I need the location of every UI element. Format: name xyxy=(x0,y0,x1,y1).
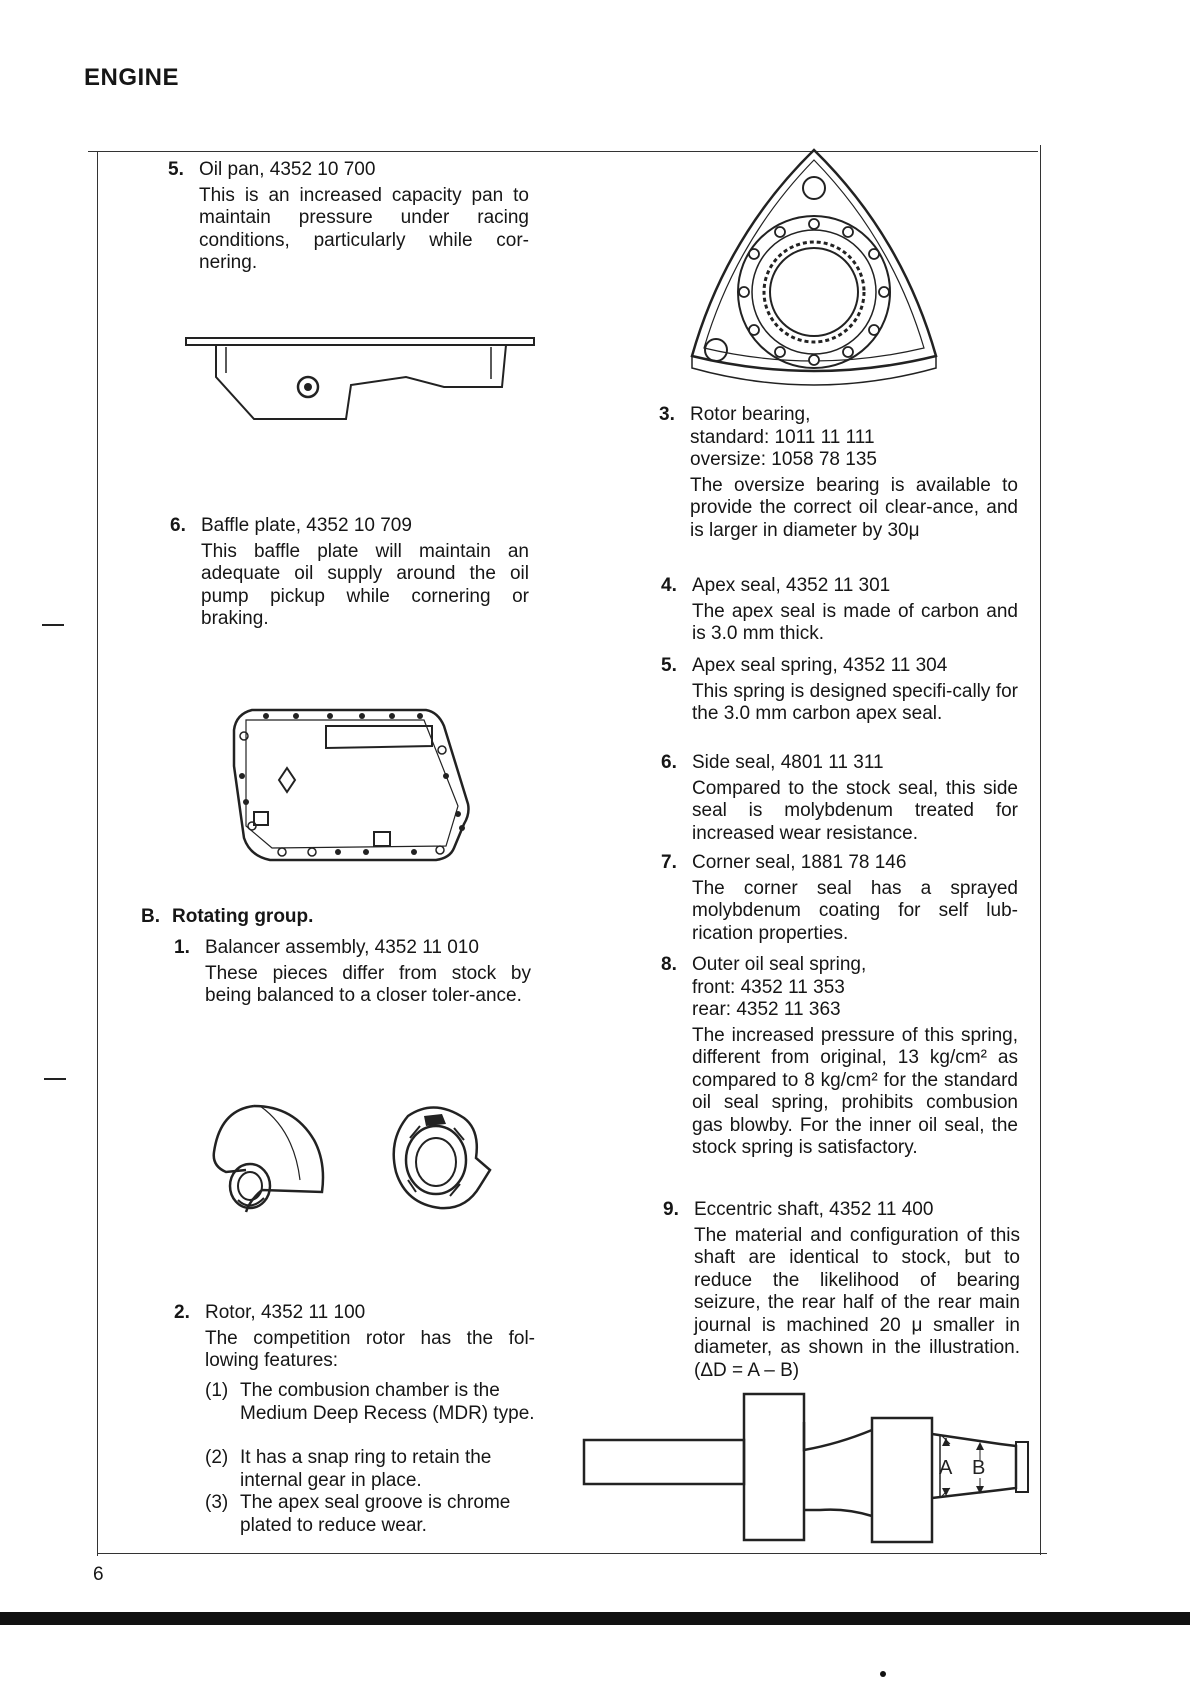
item-title: Side seal, 4801 11 311 xyxy=(692,752,884,773)
shaft-label-a: A xyxy=(939,1457,953,1479)
corner-seal-item xyxy=(661,852,1018,945)
item-title-line: Rotor bearing, xyxy=(690,404,811,425)
feature-text: The combusion chamber is the Medium Deep Recess (MDR) type. xyxy=(240,1380,535,1424)
baffle-plate-illustration xyxy=(232,706,472,866)
rotor-bearing-item xyxy=(659,404,1018,542)
section-letter: B. xyxy=(141,906,160,927)
item-title: Baffle plate, 4352 10 709 xyxy=(201,515,412,536)
baffle-plate-item xyxy=(170,515,529,631)
item-description: This spring is designed specifi-cally for the 3.0 mm carbon apex seal. xyxy=(692,680,1018,724)
item-description: These pieces differ from stock by being balanced to a closer toler-ance. xyxy=(205,962,531,1006)
item-title: Rotor, 4352 11 100 xyxy=(205,1302,366,1323)
balancer-assembly-item xyxy=(174,937,531,1008)
item-description: This baffle plate will maintain an adequate oil supply around the oil pump pickup while cornering or braking. xyxy=(201,540,529,629)
item-title: Oil pan, 4352 10 700 xyxy=(199,159,376,180)
item-number: 5. xyxy=(661,655,677,676)
rotor-illustration xyxy=(680,146,948,396)
eccentric-shaft-item xyxy=(663,1199,1020,1382)
item-description: The increased pressure of this spring, different from original, 13 kg/cm² as compared to 8 kg/cm² for the standard oil seal spring, prohibits combusion gas blowby. For the inner oil seal, the stock spring is satisfactory. xyxy=(692,1024,1018,1158)
margin-mark xyxy=(44,1078,66,1080)
feature-text: It has a snap ring to retain the internal gear in place. xyxy=(240,1447,492,1491)
item-number: 6. xyxy=(661,752,677,773)
feature-number: (2) xyxy=(205,1447,229,1468)
item-number: 4. xyxy=(661,575,677,596)
item-title: Apex seal, 4352 11 301 xyxy=(692,575,891,596)
apex-seal-item xyxy=(661,575,1018,646)
section-b-heading xyxy=(141,906,313,928)
frame-right-rule xyxy=(1040,145,1041,1555)
feature-text: The apex seal groove is chrome plated to reduce wear. xyxy=(240,1492,511,1536)
item-description: The material and configuration of this shaft are identical to stock, but to reduce the likelihood of bearing seizure, the rear half of the rear main journal is machined 20 μ smaller in diameter, as shown in the illustration. (ΔD = A – B) xyxy=(694,1224,1020,1381)
margin-mark xyxy=(42,624,64,626)
item-description: The corner seal has a sprayed molybdenum coating for self lub-rication properties. xyxy=(692,877,1018,944)
item-description: The apex seal is made of carbon and is 3.0 mm thick. xyxy=(692,600,1018,644)
bottom-scan-bar xyxy=(0,1612,1190,1625)
item-title-line: rear: 4352 11 363 xyxy=(692,999,841,1020)
scan-dot xyxy=(880,1671,886,1677)
item-number: 8. xyxy=(661,954,677,975)
frame-bottom-rule xyxy=(97,1553,1047,1554)
item-title: Apex seal spring, 4352 11 304 xyxy=(692,655,948,676)
shaft-label-b: B xyxy=(972,1457,986,1479)
rotor-feature-1 xyxy=(205,1380,535,1425)
side-seal-item xyxy=(661,752,1018,845)
item-title: Corner seal, 1881 78 146 xyxy=(692,852,907,873)
page-heading: ENGINE xyxy=(84,64,180,91)
page-number: 6 xyxy=(93,1564,104,1585)
item-number: 3. xyxy=(659,404,675,425)
item-title-line: standard: 1011 11 111 xyxy=(690,426,875,448)
apex-seal-spring-item xyxy=(661,655,1018,726)
eccentric-shaft-illustration xyxy=(580,1390,1050,1550)
outer-oil-seal-spring-item xyxy=(661,954,1018,1160)
item-number: 2. xyxy=(174,1302,190,1323)
item-description: The competition rotor has the fol-lowing features: xyxy=(205,1327,535,1371)
balancer-ring-illustration xyxy=(384,1096,494,1216)
item-number: 6. xyxy=(170,515,186,536)
item-number: 1. xyxy=(174,937,190,958)
item-description: Compared to the stock seal, this side seal is molybdenum treated for increased wear resistance. xyxy=(692,777,1018,844)
item-description: This is an increased capacity pan to maintain pressure under racing conditions, particularly while cor-nering. xyxy=(199,184,529,273)
frame-left-rule xyxy=(97,151,98,1556)
feature-number: (1) xyxy=(205,1380,229,1401)
feature-number: (3) xyxy=(205,1492,229,1513)
section-title: Rotating group. xyxy=(172,906,314,927)
rotor-item xyxy=(174,1302,535,1373)
item-title: Eccentric shaft, 4352 11 400 xyxy=(694,1199,934,1220)
item-number: 5. xyxy=(168,159,184,180)
item-number: 9. xyxy=(663,1199,679,1220)
item-description: The oversize bearing is available to provide the correct oil clear-ance, and is larger in diameter by 30μ xyxy=(690,474,1018,541)
balancer-weight-illustration xyxy=(210,1100,330,1212)
rotor-feature-3 xyxy=(205,1492,535,1537)
item-number: 7. xyxy=(661,852,677,873)
item-title: Balancer assembly, 4352 11 010 xyxy=(205,937,479,958)
rotor-feature-2 xyxy=(205,1447,535,1492)
item-title-line: oversize: 1058 78 135 xyxy=(690,449,877,470)
oil-pan-illustration xyxy=(186,335,536,425)
oil-pan-item xyxy=(168,159,529,275)
item-title-line: front: 4352 11 353 xyxy=(692,976,845,998)
item-title-line: Outer oil seal spring, xyxy=(692,954,867,975)
